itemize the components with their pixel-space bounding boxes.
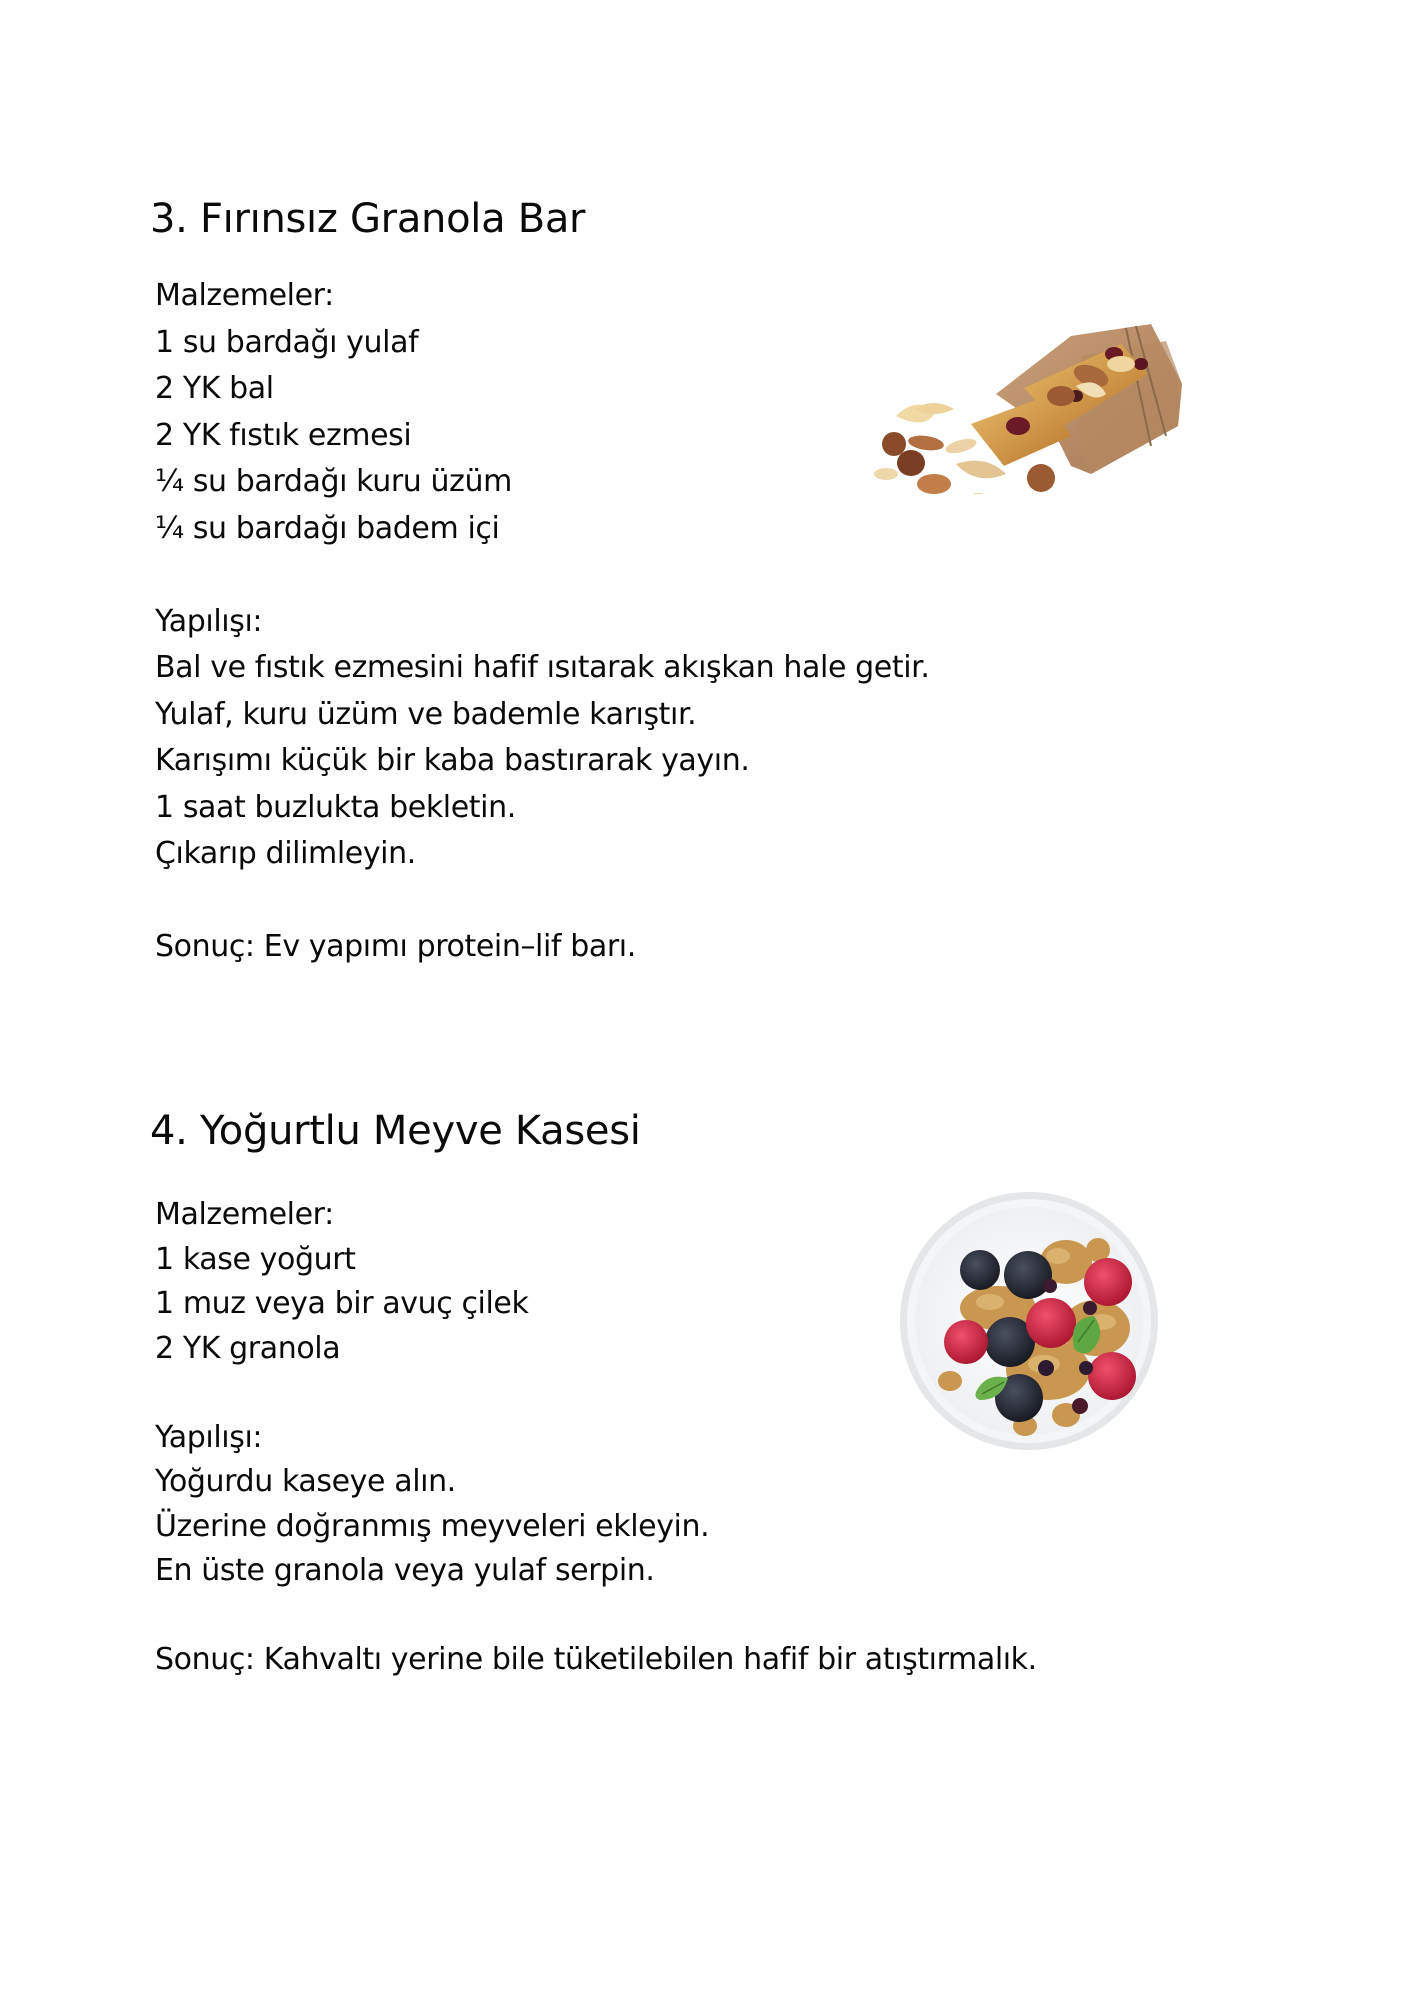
ingredient-item: 2 YK bal [155, 371, 274, 406]
step-item: Çıkarıp dilimleyin. [155, 836, 416, 871]
steps-heading: Yapılışı: [155, 1419, 263, 1455]
ingredients-heading: Malzemeler: [155, 278, 334, 313]
ingredients-heading: Malzemeler: [155, 1197, 334, 1232]
recipe-title: 4. Yoğurtlu Meyve Kasesi [150, 1108, 641, 1154]
recipe-body [155, 273, 929, 971]
spacer [155, 1594, 1037, 1639]
step-item: Yulaf, kuru üzüm ve bademle karıştır. [155, 696, 697, 732]
recipe-title: 3. Fırınsız Granola Bar [150, 196, 586, 242]
granola-bar-photo [866, 316, 1184, 494]
step-item: Yoğurdu kaseye alın. [155, 1464, 456, 1499]
step-item: Üzerine doğranmış meyveleri ekleyin. [155, 1508, 710, 1544]
step-item: En üste granola veya yulaf serpin. [155, 1553, 655, 1588]
spacer [155, 878, 929, 925]
yogurt-berry-bowl-photo [898, 1190, 1160, 1452]
ingredient-item: ¼ su bardağı badem içi [155, 510, 500, 546]
steps-heading: Yapılışı: [155, 603, 263, 639]
ingredient-item: 2 YK fıstık ezmesi [155, 417, 412, 453]
step-item: 1 saat buzlukta bekletin. [155, 789, 516, 825]
step-item: Karışımı küçük bir kaba bastırarak yayın. [155, 743, 750, 778]
spacer [155, 552, 929, 599]
step-item: Bal ve fıstık ezmesini hafif ısıtarak akışkan hale getir. [155, 650, 930, 685]
ingredient-item: 1 kase yoğurt [155, 1241, 356, 1277]
recipe-result: Sonuç: Kahvaltı yerine bile tüketilebilen hafif bir atıştırmalık. [155, 1642, 1037, 1677]
ingredient-item: 1 su bardağı yulaf [155, 324, 419, 360]
recipe-result: Sonuç: Ev yapımı protein–lif barı. [155, 929, 636, 964]
ingredient-item: 2 YK granola [155, 1330, 341, 1366]
ingredient-item: ¼ su bardağı kuru üzüm [155, 464, 512, 499]
ingredient-item: 1 muz veya bir avuç çilek [155, 1286, 529, 1321]
